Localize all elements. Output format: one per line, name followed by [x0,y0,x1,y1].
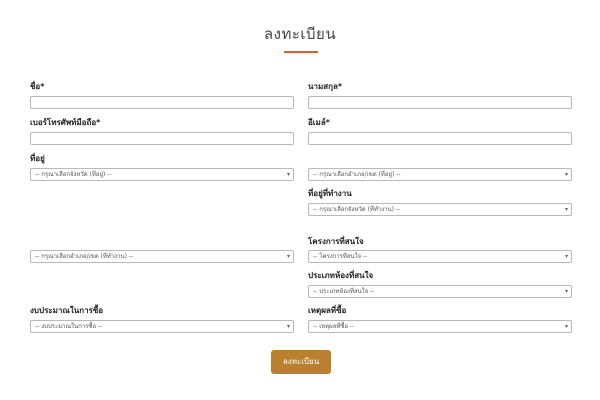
chevron-down-icon: ▾ [286,171,290,178]
budget-label: งบประมาณในการซื้อ [30,306,104,315]
district-work-value: -- กรุณาเลือกอำเภอ/เขต (ที่ทำงาน) -- [35,253,134,260]
page-title: ลงทะเบียน [263,25,337,43]
phone-field[interactable] [30,132,294,145]
province-work-value: -- กรุณาเลือกจังหวัด (ที่ทำงาน) -- [313,206,401,213]
first-name-field[interactable] [30,96,294,109]
phone-label: เบอร์โทรศัพท์มือถือ* [30,118,101,127]
chevron-down-icon: ▾ [564,253,568,260]
chevron-down-icon: ▾ [286,253,290,260]
work-address-label: ที่อยู่ที่ทำงาน [308,189,352,198]
chevron-down-icon: ▾ [286,323,290,330]
district-home-select[interactable] [308,168,572,181]
project-label: โครงการที่สนใจ [308,237,364,246]
district-home-value: -- กรุณาเลือกอำเภอ/เขต (ที่อยู่) -- [313,171,401,178]
reason-label: เหตุผลที่ซื้อ [308,306,347,315]
district-work-select[interactable] [30,250,294,263]
budget-select[interactable] [30,320,294,333]
register-button[interactable]: ลงทะเบียน [271,350,331,374]
chevron-down-icon: ▾ [564,288,568,295]
province-home-value: -- กรุณาเลือกจังหวัด (ที่อยู่) -- [35,171,112,178]
title-underline [284,51,318,53]
last-name-field[interactable] [308,96,572,109]
chevron-down-icon: ▾ [564,206,568,213]
chevron-down-icon: ▾ [564,323,568,330]
room-type-select[interactable] [308,285,572,298]
province-home-select[interactable] [30,168,294,181]
project-value: -- โครงการที่สนใจ -- [313,253,368,260]
reason-select[interactable] [308,320,572,333]
chevron-down-icon: ▾ [564,171,568,178]
email-field[interactable] [308,132,572,145]
first-name-label: ชื่อ* [30,82,45,91]
project-select[interactable] [308,250,572,263]
room-type-label: ประเภทห้องที่สนใจ [308,271,374,280]
province-work-select[interactable] [308,203,572,216]
budget-value: -- งบประมาณในการซื้อ -- [35,323,103,330]
email-label: อีเมล์* [308,118,330,127]
last-name-label: นามสกุล* [308,82,343,91]
reason-value: -- เหตุผลที่ซื้อ -- [313,323,355,330]
room-type-value: -- ประเภทห้องที่สนใจ -- [313,288,375,295]
address-label: ที่อยู่ [30,154,45,163]
